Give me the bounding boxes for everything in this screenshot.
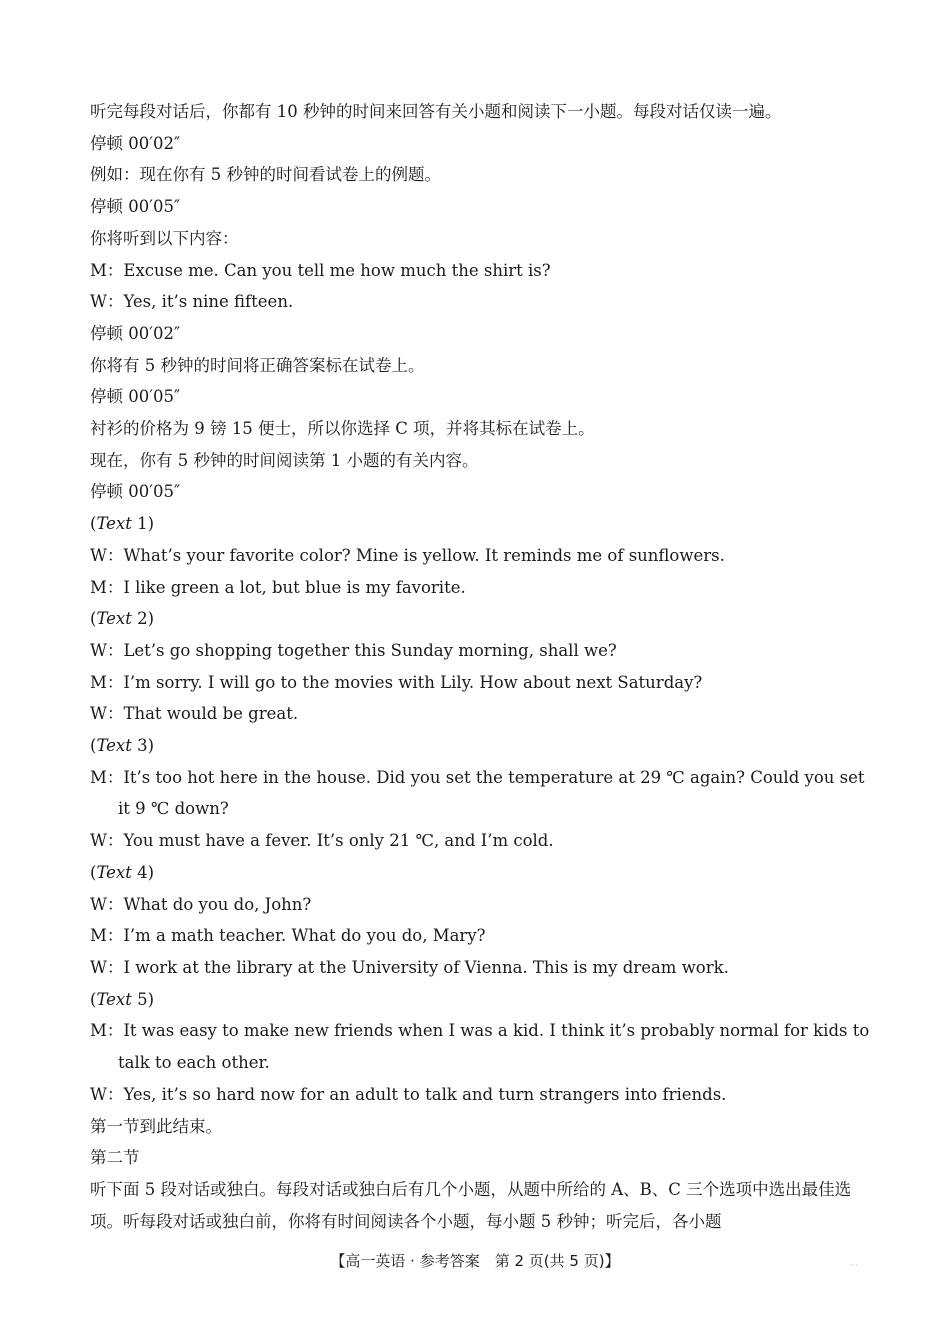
text-heading-label: Text <box>96 514 132 534</box>
text-heading: (Text 3) <box>90 736 155 756</box>
text-heading: (Text 5) <box>90 989 155 1009</box>
text-heading-number: 2 <box>137 609 148 629</box>
pause-line: 停顿 00′05″ <box>90 482 181 502</box>
instruction-line: 听完每段对话后，你都有 10 秒钟的时间来回答有关小题和阅读下一小题。每段对话仅读一遍。 <box>90 102 782 121</box>
text-heading: (Text 2) <box>90 609 155 629</box>
example-explanation: 衬衫的价格为 9 镑 15 便士，所以你选择 C 项，并将其标在试卷上。 <box>90 419 595 439</box>
dialogue-line: M：I’m sorry. I will go to the movies with Lily. How about next Saturday? <box>90 672 703 692</box>
transcript-content <box>90 96 870 1237</box>
example-dialogue-line: M：Excuse me. Can you tell me how much the shirt is? <box>90 260 551 280</box>
pause-line: 停顿 00′02″ <box>90 323 181 343</box>
pause-line: 停顿 00′05″ <box>90 387 181 407</box>
text-heading-number: 5 <box>137 989 148 1009</box>
example-instruction: 例如：现在你有 5 秒钟的时间看试卷上的例题。 <box>90 165 441 185</box>
answer-instruction: 你将有 5 秒钟的时间将正确答案标在试卷上。 <box>90 355 425 375</box>
text-heading-number: 3 <box>137 736 148 756</box>
corner-mark: … <box>850 1258 858 1267</box>
text-heading-label: Text <box>96 989 132 1009</box>
dialogue-line: M：I like green a lot, but blue is my favorite. <box>90 577 466 597</box>
dialogue-line: M：It was easy to make new friends when I was a kid. I think it’s probably normal for kids to talk to each other. <box>90 1021 870 1073</box>
text-heading-label: Text <box>96 736 132 756</box>
text-heading-number: 1 <box>137 514 148 534</box>
pause-line: 停顿 00′05″ <box>90 197 181 217</box>
pause-line: 停顿 00′02″ <box>90 133 181 153</box>
text-heading-label: Text <box>96 862 132 882</box>
dialogue-line: W：That would be great. <box>90 704 299 724</box>
section-end: 第一节到此结束。 <box>90 1116 222 1136</box>
section-heading: 第二节 <box>90 1148 140 1168</box>
dialogue-line: M：I’m a math teacher. What do you do, Mary? <box>90 926 486 946</box>
page-footer: 【高一英语 · 参考答案 第 2 页(共 5 页)】 <box>330 1252 620 1270</box>
text-heading-number: 4 <box>137 862 148 882</box>
text-heading: (Text 4) <box>90 862 155 882</box>
section-instruction: 听下面 5 段对话或独白。每段对话或独白后有几个小题，从题中所给的 A、B、C 三个选项中选出最佳选项。听每段对话或独白前，你将有时间阅读各个小题，每小题 5 秒钟；听完后，各小题 <box>90 1179 852 1231</box>
reading-instruction: 现在，你有 5 秒钟的时间阅读第 1 小题的有关内容。 <box>90 450 479 470</box>
example-dialogue-line: W：Yes, it’s nine fifteen. <box>90 292 294 312</box>
dialogue-line: W：Yes, it’s so hard now for an adult to talk and turn strangers into friends. <box>90 1084 727 1104</box>
example-intro: 你将听到以下内容： <box>90 228 239 248</box>
dialogue-line: W：You must have a fever. It’s only 21 ℃, and I’m cold. <box>90 831 554 851</box>
text-heading-label: Text <box>96 609 132 629</box>
dialogue-line: W：Let’s go shopping together this Sunday morning, shall we? <box>90 640 617 660</box>
dialogue-line: W：What’s your favorite color? Mine is yellow. It reminds me of sunflowers. <box>90 545 725 565</box>
dialogue-line: M：It’s too hot here in the house. Did you set the temperature at 29 ℃ again? Could you set it 9 ℃ down? <box>90 767 865 819</box>
text-heading: (Text 1) <box>90 514 155 534</box>
dialogue-line: W：I work at the library at the University of Vienna. This is my dream work. <box>90 957 729 977</box>
dialogue-line: W：What do you do, John? <box>90 894 312 914</box>
